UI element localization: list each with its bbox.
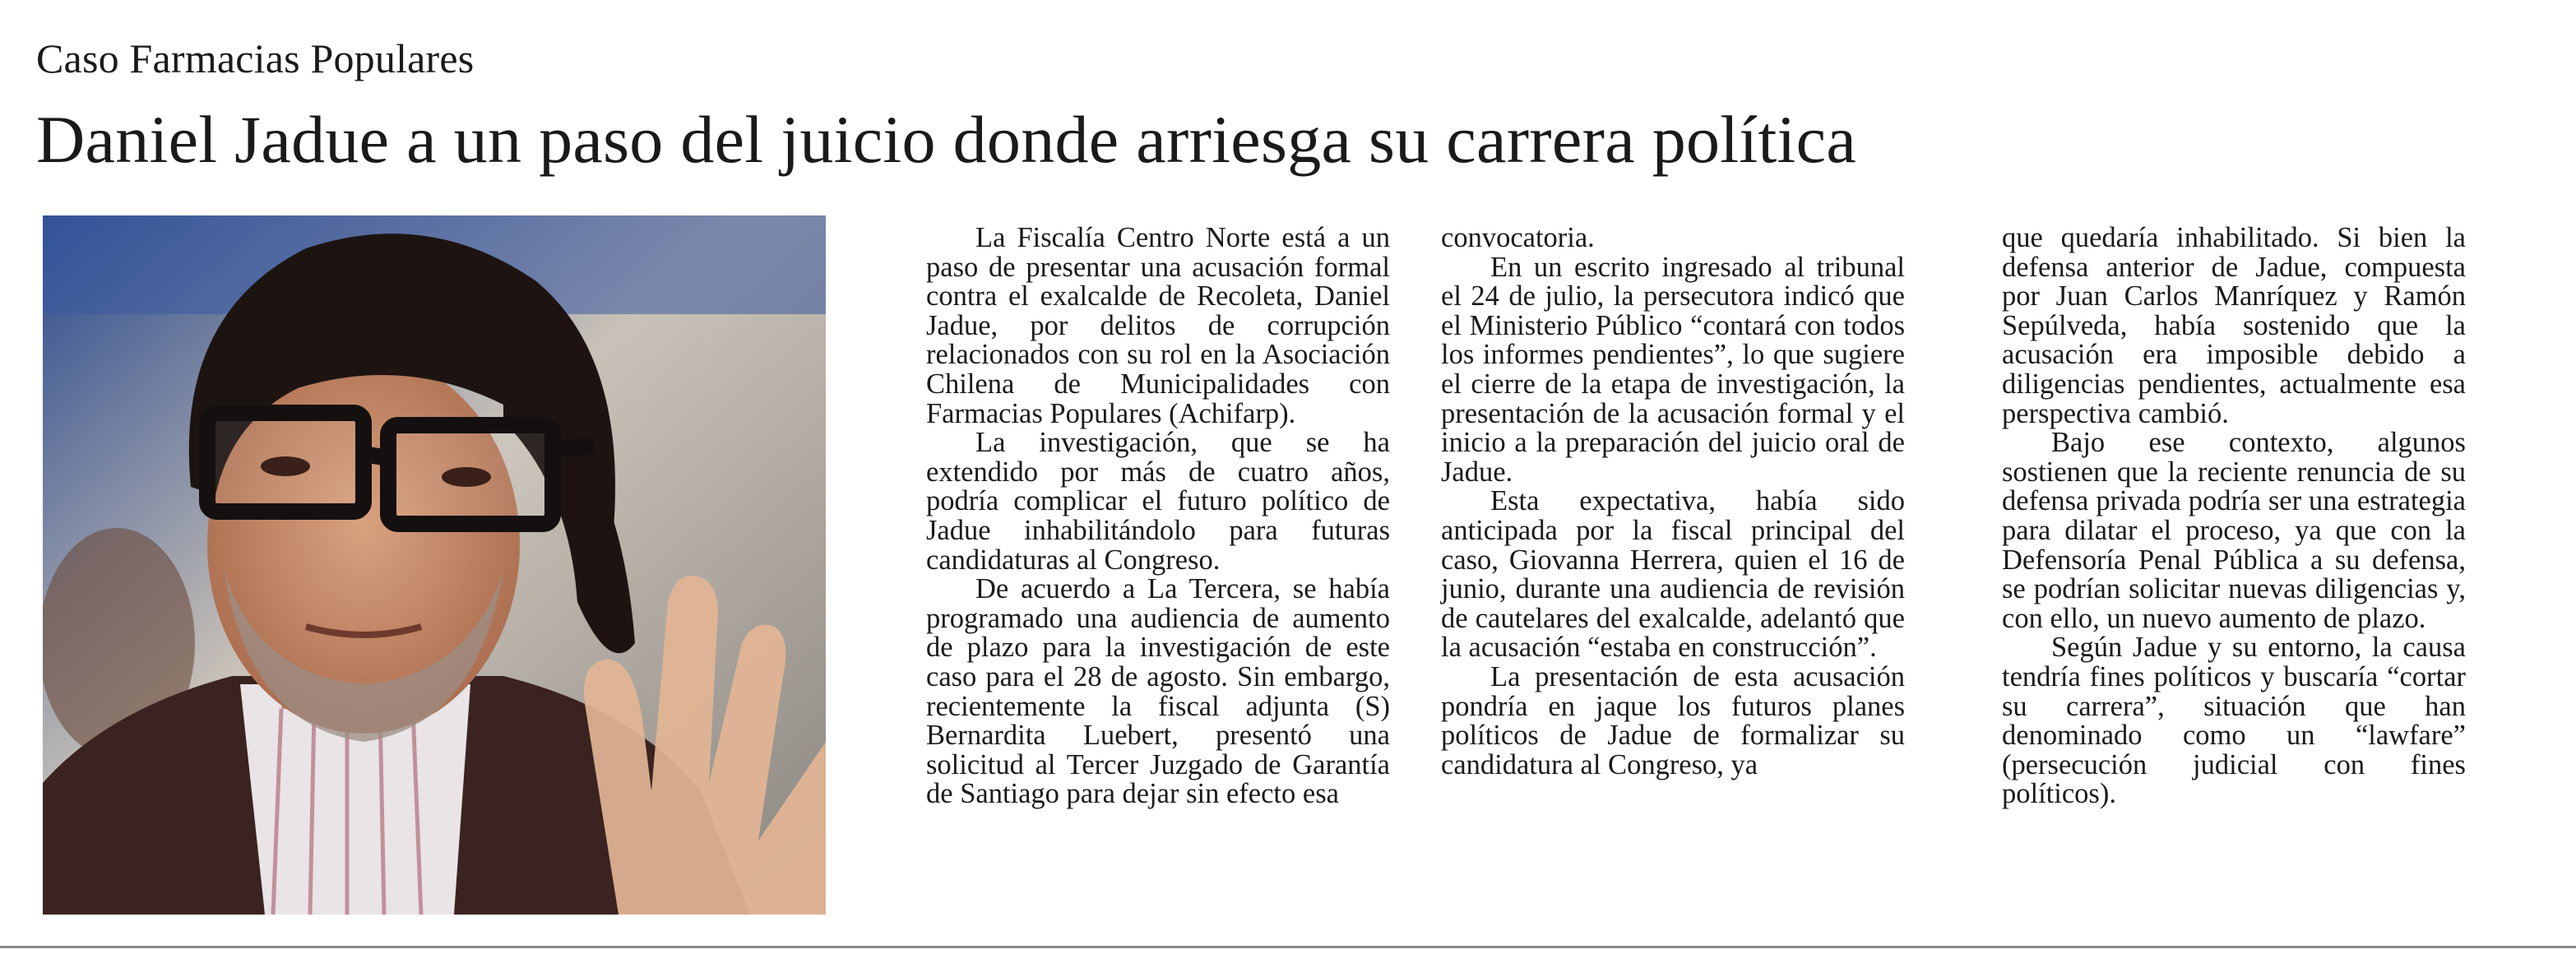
paragraph-continued: convocatoria. <box>1441 222 1595 253</box>
paragraph: Según Jadue y su entorno, la causa tendría fines políticos y buscaría “cortar su carrera”, situación que han denominado como un “lawfare” (persecución judicial con fines políticos). <box>2002 632 2466 810</box>
paragraph-continued: que quedaría inhabilitado. Si bien la defensa anterior de Jadue, compuesta por Juan Carlos Manríquez y Ramón Sepúlveda, había sostenido que la acusación era imposible debido a diligencias pendientes, actualmente esa perspectiva cambió. <box>2002 222 2466 429</box>
section-kicker: Caso Farmacias Populares <box>36 35 475 81</box>
paragraph: Esta expectativa, había sido anticipada por la fiscal principal del caso, Giovanna Herrera, quien el 16 de junio, durante una audiencia de revisión de cautelares del exalcalde, adelantó que la acusación “estaba en construcción”. <box>1441 485 1905 664</box>
paragraph: De acuerdo a La Tercera, se había programado una audiencia de aumento de plazo para la investigación de este caso para el 28 de agosto. Sin embargo, recientemente la fiscal adjunta (S) Bernardita Luebert, presentó una solicitud al Tercer Juzgado de Garantía de Santiago para dejar sin efecto esa <box>926 573 1390 810</box>
paragraph: La Fiscalía Centro Norte está a un paso de presentar una acusación formal contra el exalcalde de Recoleta, Daniel Jadue, por delitos de corrupción relacionados con su rol en la Asociación Chilena de Municipalidades con Farmacias Populares (Achifarp). <box>926 222 1390 429</box>
portrait-photo-illustration <box>43 215 826 915</box>
paragraph: La investigación, que se ha extendido por más de cuatro años, podría complicar el futuro político de Jadue inhabilitándolo para futuras candidaturas al Congreso. <box>926 427 1390 576</box>
text-column-1 <box>926 224 1390 809</box>
text-column-3 <box>2002 224 2466 809</box>
bottom-rule <box>0 946 2576 948</box>
paragraph: Bajo ese contexto, algunos sostienen que la reciente renuncia de su defensa privada podría ser una estrategia para dilatar el proceso, ya que con la Defensoría Penal Pública a su defensa, se podrían solicitar nuevas diligencias y, con ello, un nuevo aumento de plazo. <box>2002 427 2466 634</box>
text-column-2 <box>1441 224 1905 780</box>
paragraph: La presentación de esta acusación pondría en jaque los futuros planes políticos de Jadue de formalizar su candidatura al Congreso, ya <box>1441 660 1905 780</box>
headline: Daniel Jadue a un paso del juicio donde arriesga su carrera política <box>36 102 1857 177</box>
paragraph: En un escrito ingresado al tribunal el 24 de julio, la persecutora indicó que el Ministerio Público “contará con todos los informes pendientes”, lo que sugiere el cierre de la etapa de investigación, la presentación de la acusación formal y el inicio a la preparación del juicio oral de Jadue. <box>1441 251 1905 488</box>
article-photo <box>43 215 826 915</box>
